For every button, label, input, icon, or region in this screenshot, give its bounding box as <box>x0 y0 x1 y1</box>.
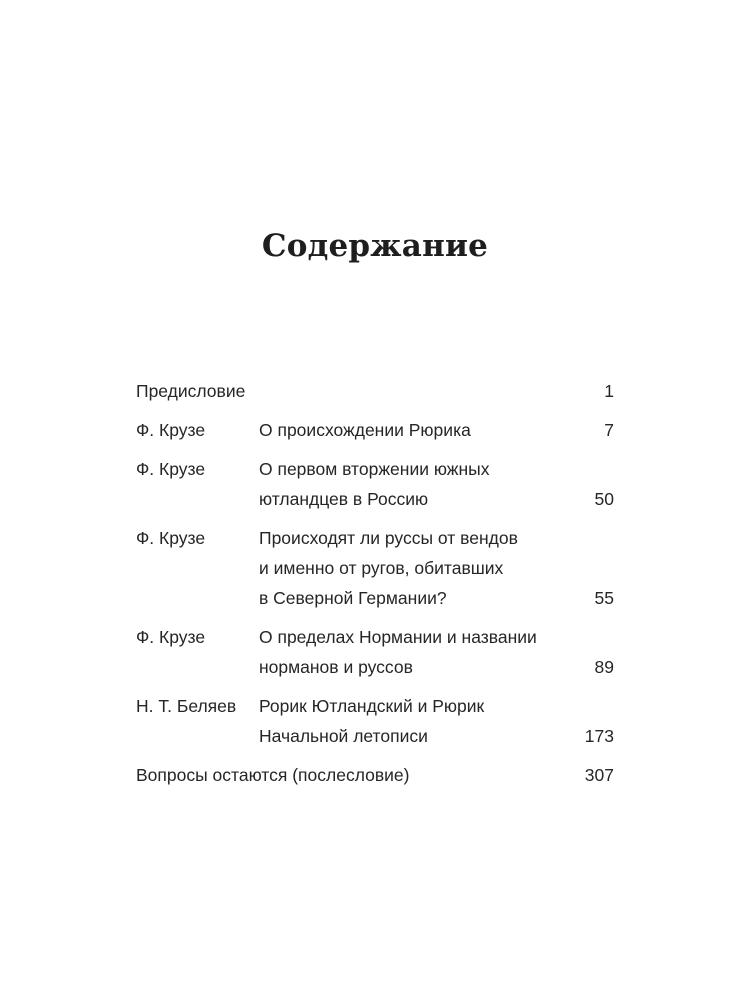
toc-entry-afterword[interactable] <box>136 760 614 790</box>
toc-page-number: 307 <box>584 765 614 785</box>
toc-entry-title <box>136 376 566 406</box>
toc-title-line: ютландцев в Россию <box>259 489 429 509</box>
toc-entry-title <box>259 415 559 445</box>
toc-entry-russ-vends[interactable] <box>136 523 614 613</box>
toc-title-line: О пределах Нормании и названии <box>259 627 537 647</box>
toc-title-line: и именно от ругов, обитавших <box>259 558 504 578</box>
toc-title-line: Начальной летописи <box>259 726 428 746</box>
toc-entry-first-invasion[interactable] <box>136 454 614 514</box>
toc-page-number: 1 <box>604 381 614 401</box>
toc-title-line: Вопросы остаются (послесловие) <box>136 765 410 785</box>
toc-title-line: О первом вторжении южных <box>259 459 490 479</box>
toc-page-number: 50 <box>594 489 614 509</box>
table-of-contents <box>136 376 614 799</box>
toc-page-number: 7 <box>604 420 614 440</box>
toc-entry-title <box>259 523 559 613</box>
toc-entry-title <box>259 691 559 751</box>
toc-title-line: Предисловие <box>136 381 246 401</box>
toc-entry-rurik-origin[interactable] <box>136 415 614 445</box>
page-title: Содержание <box>261 228 489 264</box>
toc-page-number: 173 <box>584 726 614 746</box>
toc-entry-title <box>259 622 559 682</box>
toc-entry-title <box>259 454 559 514</box>
toc-page-number: 55 <box>594 588 614 608</box>
toc-title-line: Рорик Ютландский и Рюрик <box>259 696 485 716</box>
toc-page-number: 89 <box>594 657 614 677</box>
toc-author: Н. Т. Беляев <box>136 696 237 716</box>
toc-author: Ф. Крузе <box>136 627 206 647</box>
toc-entry-title <box>136 760 566 790</box>
toc-title-line: О происхождении Рюрика <box>259 420 471 440</box>
toc-title-line: Происходят ли руссы от вендов <box>259 528 518 548</box>
toc-author: Ф. Крузе <box>136 459 206 479</box>
toc-author: Ф. Крузе <box>136 528 206 548</box>
toc-entry-rorik-jutland[interactable] <box>136 691 614 751</box>
toc-entry-normania[interactable] <box>136 622 614 682</box>
toc-title-line: норманов и руссов <box>259 657 413 677</box>
toc-entry-preface[interactable] <box>136 376 614 406</box>
toc-author: Ф. Крузе <box>136 420 206 440</box>
toc-title-line: в Северной Германии? <box>259 588 447 608</box>
